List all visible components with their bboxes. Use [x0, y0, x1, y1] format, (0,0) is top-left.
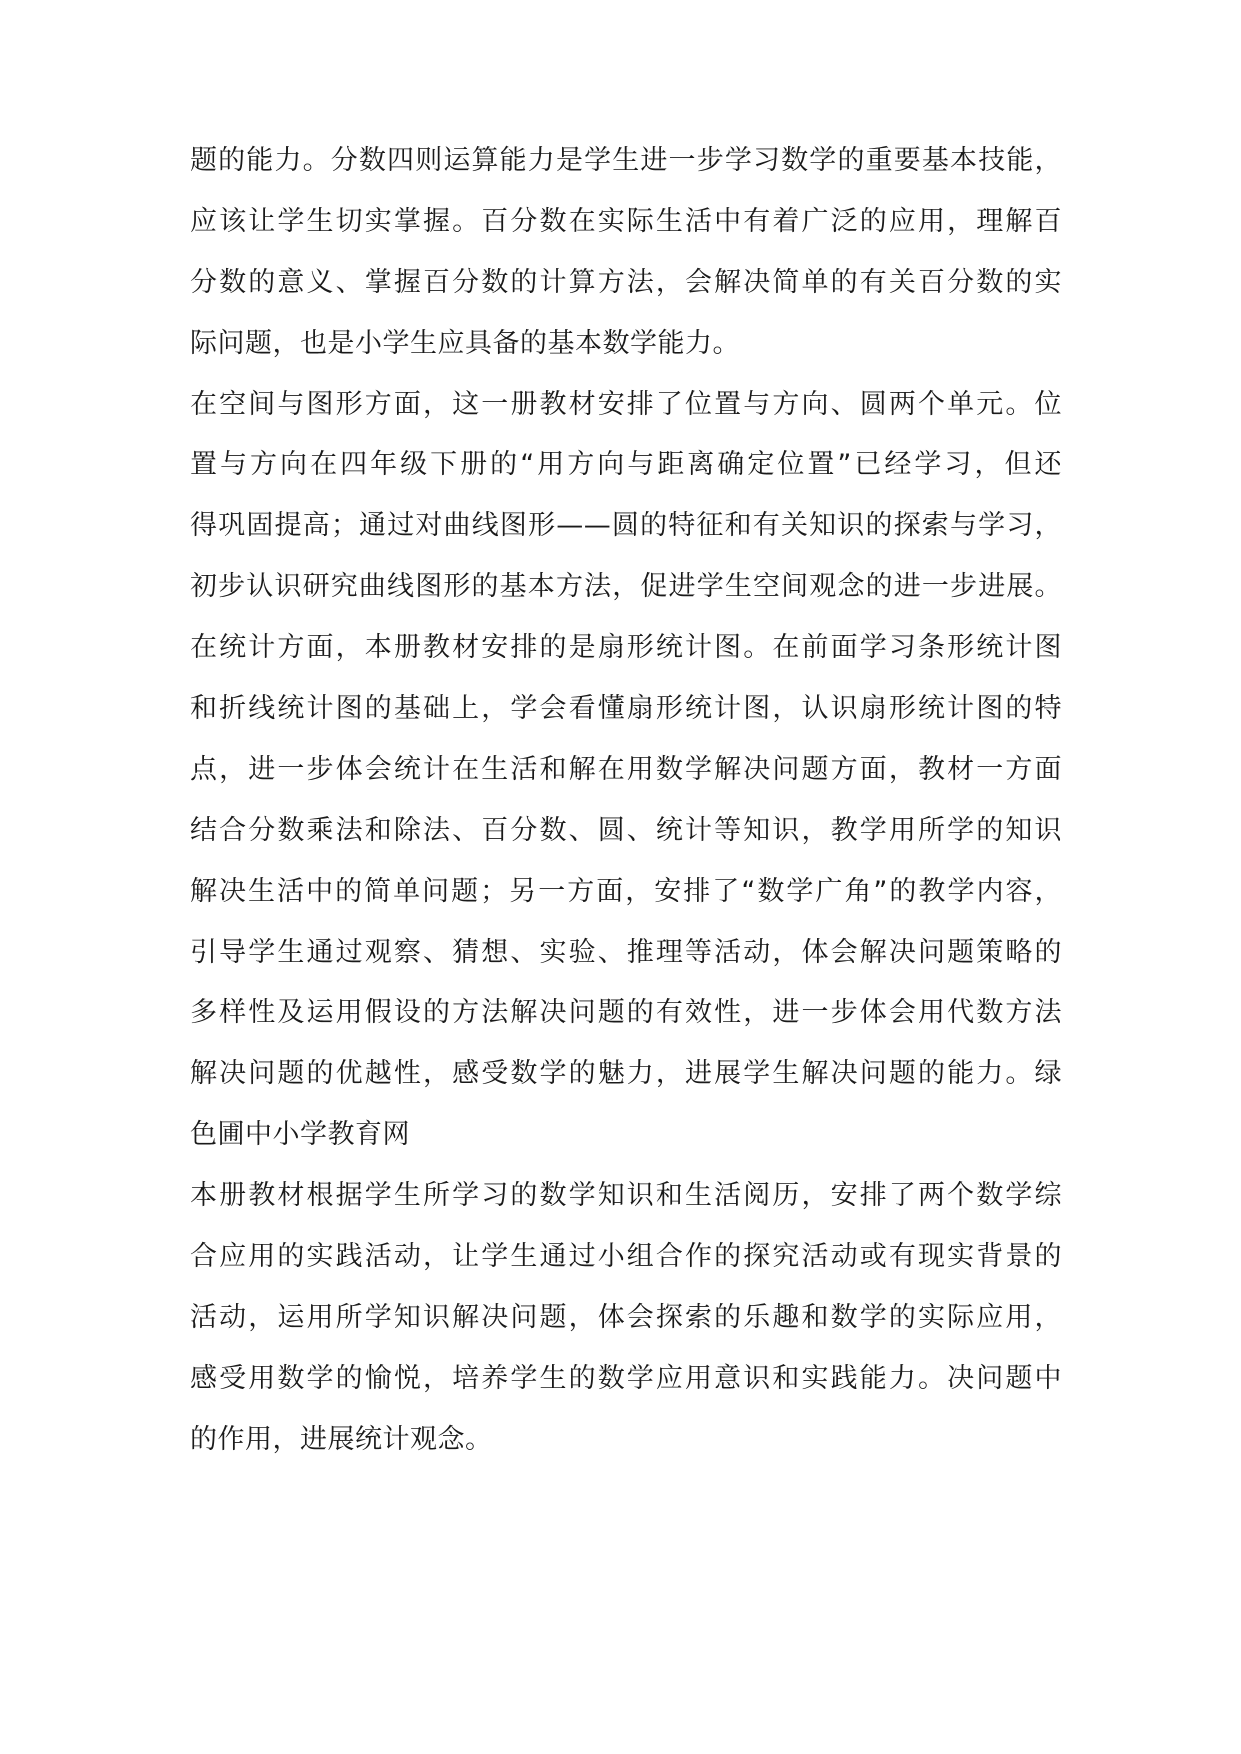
text-line: 在统计方面，本册教材安排的是扇形统计图。在前面学习条形统计图	[190, 632, 1062, 664]
text-line: 置与方向在四年级下册的“用方向与距离确定位置”已经学习，但还	[190, 449, 1062, 481]
text-line: 题的能力。分数四则运算能力是学生进一步学习数学的重要基本技能，	[190, 145, 1062, 176]
text-line: 解决生活中的简单问题；另一方面，安排了“数学广角”的教学内容，	[190, 875, 1062, 907]
text-line: 分数的意义、掌握百分数的计算方法，会解决简单的有关百分数的实	[190, 266, 1062, 298]
text-line: 感受用数学的愉悦，培养学生的数学应用意识和实践能力。决问题中	[190, 1362, 1062, 1394]
text-line: 和折线统计图的基础上，学会看懂扇形统计图，认识扇形统计图的特	[190, 693, 1062, 725]
text-line: 结合分数乘法和除法、百分数、圆、统计等知识，教学用所学的知识	[190, 814, 1062, 846]
text-line: 合应用的实践活动，让学生通过小组合作的探究活动或有现实背景的	[190, 1241, 1062, 1273]
text-line: 应该让学生切实掌握。百分数在实际生活中有着广泛的应用，理解百	[190, 205, 1062, 237]
text-line: 在空间与图形方面，这一册教材安排了位置与方向、圆两个单元。位	[190, 388, 1062, 420]
text-line: 际问题，也是小学生应具备的基本数学能力。	[190, 327, 740, 359]
text-line: 本册教材根据学生所学习的数学知识和生活阅历，安排了两个数学综	[190, 1180, 1062, 1212]
text-line: 初步认识研究曲线图形的基本方法，促进学生空间观念的进一步进展。	[190, 571, 1062, 603]
text-line: 色圃中小学教育网	[190, 1119, 410, 1151]
text-line: 得巩固提高；通过对曲线图形——圆的特征和有关知识的探索与学习，	[190, 510, 1062, 542]
text-line: 解决问题的优越性，感受数学的魅力，进展学生解决问题的能力。绿	[190, 1058, 1062, 1090]
text-line: 活动，运用所学知识解决问题，体会探索的乐趣和数学的实际应用，	[190, 1301, 1062, 1333]
body-text	[190, 131, 1062, 1471]
text-line: 的作用，进展统计观念。	[190, 1423, 493, 1455]
text-line: 多样性及运用假设的方法解决问题的有效性，进一步体会用代数方法	[190, 997, 1062, 1029]
text-line: 引导学生通过观察、猜想、实验、推理等活动，体会解决问题策略的	[190, 936, 1062, 968]
text-line: 点，进一步体会统计在生活和解在用数学解决问题方面，教材一方面	[190, 753, 1062, 785]
